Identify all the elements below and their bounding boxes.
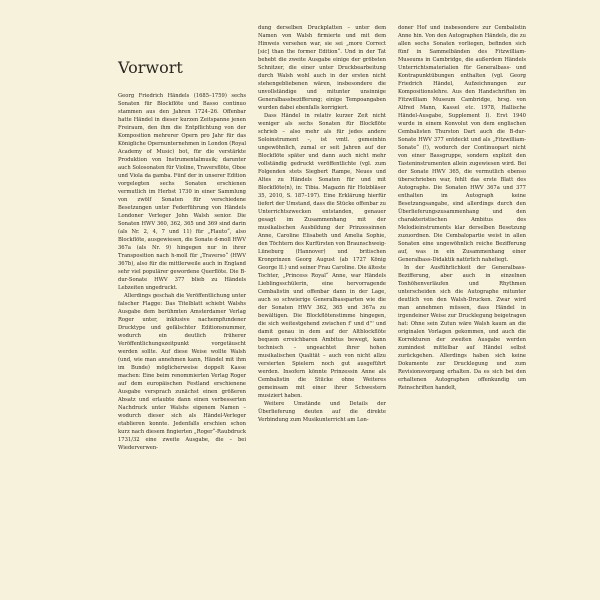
paragraph: Weitere Umstände und Details der Überlieferung deuten auf die direkte Verbindung zum Musikunterricht am Lon- — [258, 401, 386, 423]
paragraph: In der Ausführlichkeit der Generalbass-Bezifferung, aber auch in einzelnen Tonhöhenverläufen und Rhythmen unterscheiden sich die Autographe mitunter deutlich von den Walsh-Drucken. Zwar wird man annehmen müssen, dass Händel in irgendeiner Weise zur Drucklegung beigetragen hat: Ohne sein Zutun wäre Walsh kaum an die originalen Vorlagen gekommen, und auch die Korrekturen der zweiten Ausgabe werden zumindest mittelbar auf Händel selbst zurückgehen. Allerdings haben sich keine Dokumente zur Drucklegung und zum Revisionsvorgang erhalten. Da es sich bei den erhaltenen Autographen offenkundig um Reinschriften handelt, — [398, 265, 526, 391]
paragraph: Allerdings geschah die Veröffentlichung unter falscher Flagge: Das Titelblatt schiebt Walshs Ausgabe dem berühmten Amsterdamer Verlag Roger unter, inklusive nachempfundener Drucktype und gefälschter Editionsnummer, wodurch ein deutlich früherer Veröffentlichungszeitpunkt vorgetäuscht werden sollte. Auf diese Weise wollte Walsh (und, wie man annehmen kann, Händel mit ihm im Bunde) möglicherweise doppelt Kasse machen: Eine beim renommierten Verlag Roger auf dem europäischen Festland erschienene Ausgabe versprach zunächst einen größeren Absatz und erlaubte dann einen verbesserten Nachdruck unter Walshs eigenem Namen – wodurch dieser sich als Händel-Verleger etablieren konnte. Jedenfalls erschien schon kurz nach diesem fingierten „Roger“-Raubdruck 1731/32 eine zweite Ausgabe, die – bei Wiederverwen- — [118, 293, 246, 451]
paragraph: Dass Händel in relativ kurzer Zeit nicht weniger als sechs Sonaten für Blockflöte schrieb – also mehr als für jedes andere Soloinstrument –, ist vmtl. gemeinhin ungewöhnlich, zumal er seit Jahren auf der Blockflöte später und dann auch nicht mehr vollständig gedruckt veröffentlichte (vgl. zum Folgenden stets Siegbert Rampe, Neues und Altes zu Händels Sonaten für und mit Blockflöte(n), in: Tibia. Magazin für Holzbläser 35, 2010, S. 187–197). Eine Erklärung hierfür liefert der Umstand, dass die Stücke offenbar zu Unterrichtszwecken entstanden, genauer gesagt im Zusammenhang mit der musikalischen Ausbildung der Prinzessinnen Anne, Caroline Elisabeth und Amelia Sophie, den Töchtern des Kurfürsten von Braunschweig-Lüneburg (Hannover) und britischen Kronprinzen Georg August (ab 1727 König George II.) und seiner Frau Caroline. Die älteste Tochter, „Princess Royal“ Anne, war Händels Lieblingsschülerin, eine hervorragende Cembalistin und offenbar dann in der Lage, auch so schwierige Generalbassparten wie die der Sonaten HWV 362, 365 und 367a zu bewältigen. Die Blockflötenstimme hingegen, die sich weitestgehend zwischen f' und d''' und damit genau in dem auf der Altblockflöte bequem erreichbaren Ambitus bewegt, kann technisch – ungeachtet ihrer hohen musikalischen Qualität – auch von nicht allzu versierten Spielern noch gut ausgeführt werden. Insofern könnte Prinzessin Anne als Cembalistin die Stücke ohne Weiteres gemeinsam mit einer ihrer Schwestern musiziert haben. — [258, 113, 386, 399]
text-column-2 — [258, 24, 386, 424]
paragraph: doner Hof und insbesondere zur Cembalistin Anne hin. Von den Autographen Händels, die zu allen sechs Sonaten vorliegen, befinden sich fünf in Sammelbänden des Fitzwilliam-Museums in Cambridge, die außerdem Händels Unterrichtsmaterialien für Generalbass- und Kontrapunktübungen enthalten (vgl. Georg Friedrich Händel, Aufzeichnungen zur Kompositionslehre. Aus den Handschriften im Fitzwilliam Museum Cambridge, hrsg. von Alfred Mann, Kassel etc. 1978, Hallische Händel-Ausgabe, Supplement I). Erst 1940 wurde in einem Konvolut von dem englischen Cembalisten Thurston Dart auch die B-dur-Sonate HWV 377 entdeckt und als „Fitzwilliam-Sonate“ (!), wodurch der Continuopart nicht von einer Bassgruppe, sondern explizit den Tasteninstrumenten allein zugewiesen wird. Bei der Sonate HWV 365, die vermutlich ebenso überschrieben war, fehlt das erste Blatt des Autographs. Die Sonaten HWV 367a und 377 enthalten im Autograph keine Besetzungsangabe, sind allerdings durch den Überlieferungszusammenhang und den charakteristischen Ambitus des Melodieinstruments klar derselben Besetzung zuzuordnen. Die Cembalopartie weist in allen Sonaten eine ungewöhnlich reiche Bezifferung auf, was in ein Zusammenhang einer Generalbass-Didaktik natürlich naheliegt. — [398, 25, 526, 263]
text-column-1 — [118, 92, 246, 452]
paragraph: dung derselben Druckplatten – unter dem Namen von Walsh firmierte und mit dem Hinweis versehen war, sie sei „more Correct [sic] than the former Edition“. Und in der Tat behebt die zweite Ausgabe einige der gröbsten Schnitzer, die einer unter Druckbearbeitung durch Walsh wohl auch in der ersten nicht stehengebliebenen wären, insbesondere die unvollständige und mitunter unsinnige Generalbassbezifferung; einige Tempoangaben wurden dabei ebenfalls korrigiert. — [258, 25, 386, 111]
text-column-3 — [398, 24, 526, 392]
paragraph: Georg Friedrich Händels (1685–1759) sechs Sonaten für Blockflöte und Basso continuo stammen aus den Jahren 1724–26. Offenbar hatte Händel in dieser kurzen Zeitspanne jenen Freiraum, den ihm die Entpflichtung von der Komposition mehrerer Opern pro Jahr für das Königliche Opernunternehmen in London (Royal Academy of Music) bot, für die verstärkte Produktion von Instrumentalmusik; darunter auch Solosonaten für Violine, Traversflöte, Oboe und Viola da gamba. Fünf der in unserer Edition vorgelegten sechs Sonaten erschienen vermutlich im Herbst 1730 in einer Sammlung von zwölf Sonaten für verschiedene Besetzungen unter Federführung von Händels Londoner Verleger John Walsh senior. Die Sonaten HWV 360, 362, 365 und 369 sind darin (als Nr. 2, 4, 7 und 11) für „Flauto“, also Blockflöte, ausgewiesen, die Sonate d-moll HWV 367a (als Nr. 9) hingegen nur in ihrer Transposition nach h-moll für „Traverso“ (HWV 367b), also für die mittlerweile auch in England sehr viel populärer gewordene Querflöte. Die B-dur-Sonate HWV 377 blieb zu Händels Lebzeiten ungedruckt. — [118, 93, 247, 291]
page-title: Vorwort — [118, 58, 183, 77]
